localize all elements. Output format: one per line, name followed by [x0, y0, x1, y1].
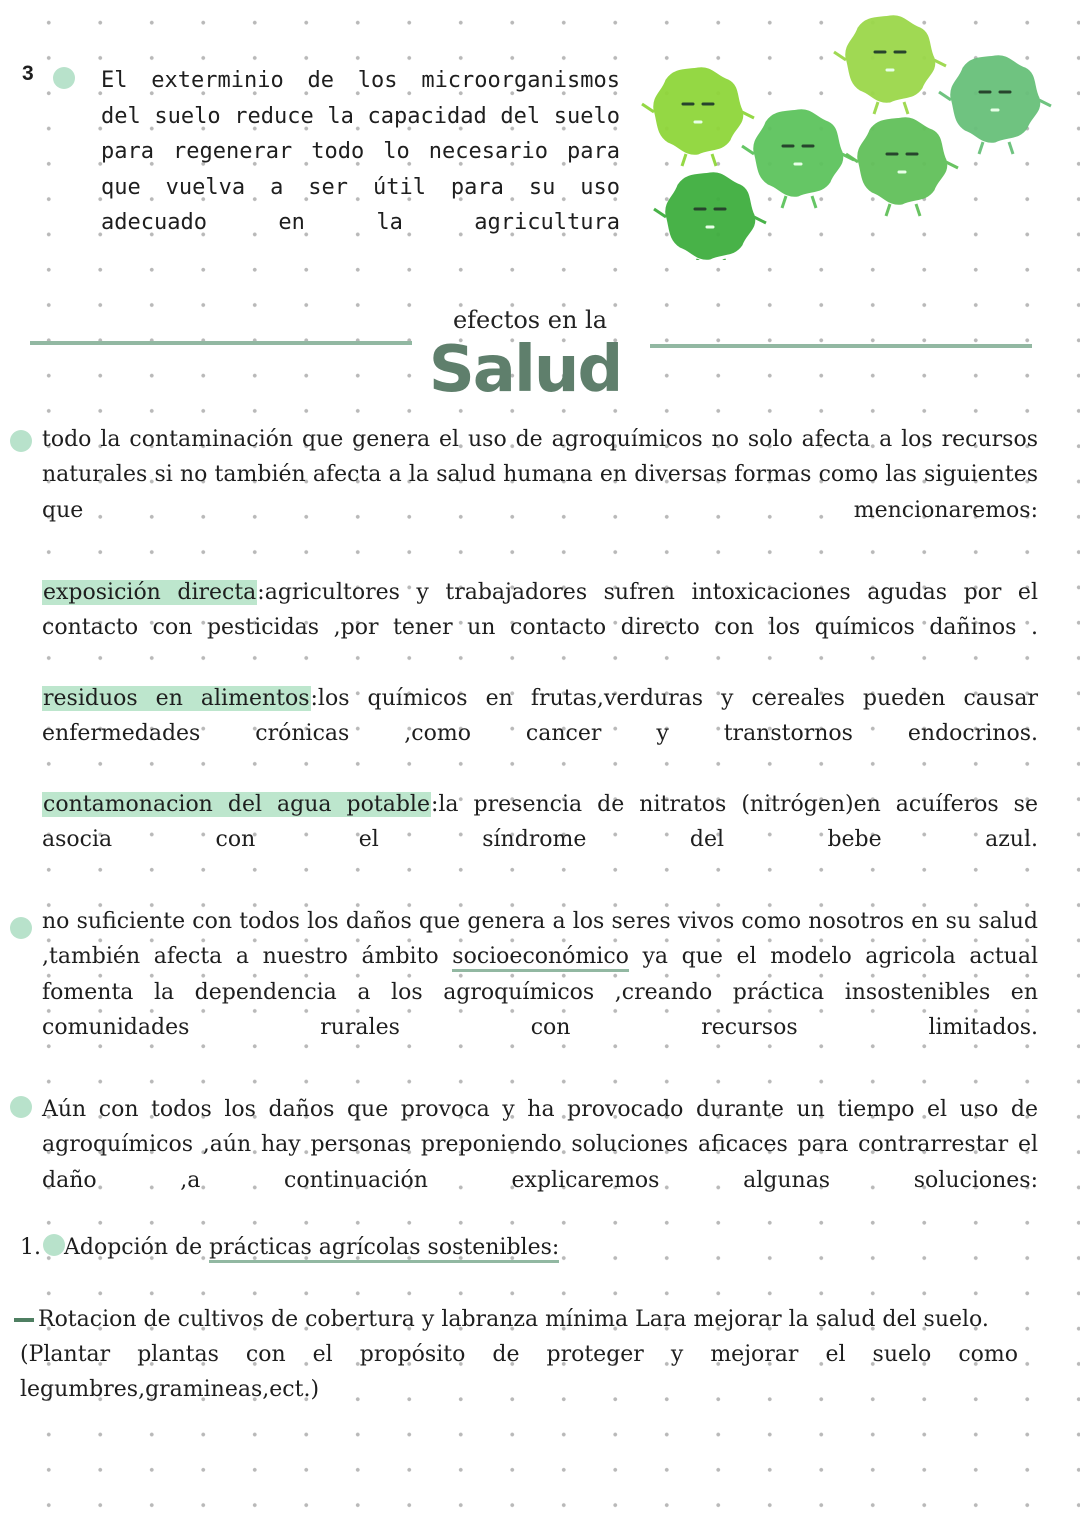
- dash-bullet-icon: [14, 1318, 34, 1322]
- microbe-2: [742, 110, 854, 208]
- bullet-dot: [10, 917, 32, 939]
- effect-term: contamonacion del agua potable: [43, 792, 430, 817]
- effect-item-3: [42, 787, 1038, 893]
- effect-term: exposición directa: [43, 580, 257, 605]
- bullet-dot: [10, 430, 32, 452]
- divider-left: [30, 341, 412, 345]
- bullet-dot: [53, 67, 75, 89]
- section-number: 3: [22, 62, 34, 85]
- divider-right: [650, 344, 1032, 348]
- microbe-3: [834, 16, 946, 114]
- bullet-dot: [10, 1096, 32, 1118]
- microbe-6: [654, 173, 766, 260]
- effect-item-1: [42, 575, 1038, 681]
- microbe-5: [939, 56, 1051, 154]
- socio-text-before: no suficiente con todos los daños que genera a los seres vivos como nosotros en su salud ,también afecta a nuestro ámbito: [42, 909, 1038, 970]
- effect-item-2: [42, 681, 1038, 787]
- effect-description: :la presencia de nitratos (nitrógen)en acuíferos se asocia con el síndrome del bebe azul.: [42, 792, 1038, 853]
- socio-underlined: socioeconómico: [452, 944, 629, 972]
- page-title: Salud: [428, 333, 622, 407]
- socioeconomic-paragraph: [42, 904, 1038, 1080]
- section-subtitle: efectos en la: [452, 306, 608, 334]
- effect-term: residuos en alimentos: [43, 686, 310, 711]
- bullet-dot: [43, 1234, 65, 1256]
- solution-prefix: Adopción de: [64, 1235, 210, 1260]
- solution-number: 1.: [20, 1235, 41, 1260]
- effect-description: :los químicos en frutas,verduras y cereales pueden causar enfermedades crónicas ,como cancer y transtornos endocrinos.: [42, 686, 1038, 747]
- solution-detail: (Plantar plantas con el propósito de proteger y mejorar el suelo como legumbres,gramineas,ect.): [20, 1342, 1018, 1403]
- solution-underlined: prácticas agrícolas sostenibles:: [209, 1235, 559, 1263]
- microbe-4: [846, 118, 958, 216]
- microbe-illustration: [640, 10, 1060, 260]
- microbes-svg: [640, 10, 1060, 260]
- microbe-1: [642, 68, 754, 166]
- socio-text-after: ya que el modelo agricola actual fomenta la dependencia a los agroquímicos ,creando práctica insostenibles en comunidades rurales con recursos limitados.: [42, 944, 1038, 1040]
- solution-bullet-line: Rotacion de cultivos de cobertura y labranza mínima Lara mejorar la salud del suelo.: [38, 1307, 989, 1332]
- section-3-text: El exterminio de los microorganismos del suelo reduce la capacidad del suelo para regenerar todo lo necesario para que vuelva a ser útil para su uso adecuado en la agricultura: [101, 68, 620, 235]
- solution-heading: [64, 1230, 664, 1301]
- solutions-intro-paragraph: Aún con todos los daños que provoca y ha provocado durante un tiempo el uso de agroquímicos ,aún hay personas preponiendo soluciones aficaces para contrarrestar el daño ,a continuación explicaremos algunas soluciones:: [42, 1097, 1038, 1193]
- effect-description: :agricultores y trabajadores sufren intoxicaciones agudas por el contacto con pesticidas ,por tener un contacto directo con los químicos dañinos .: [42, 580, 1038, 641]
- intro-paragraph: todo la contaminación que genera el uso de agroquímicos no solo afecta a los recursos naturales si no también afecta a la salud humana en diversas formas como las siguientes que mencionaremos:: [42, 427, 1038, 523]
